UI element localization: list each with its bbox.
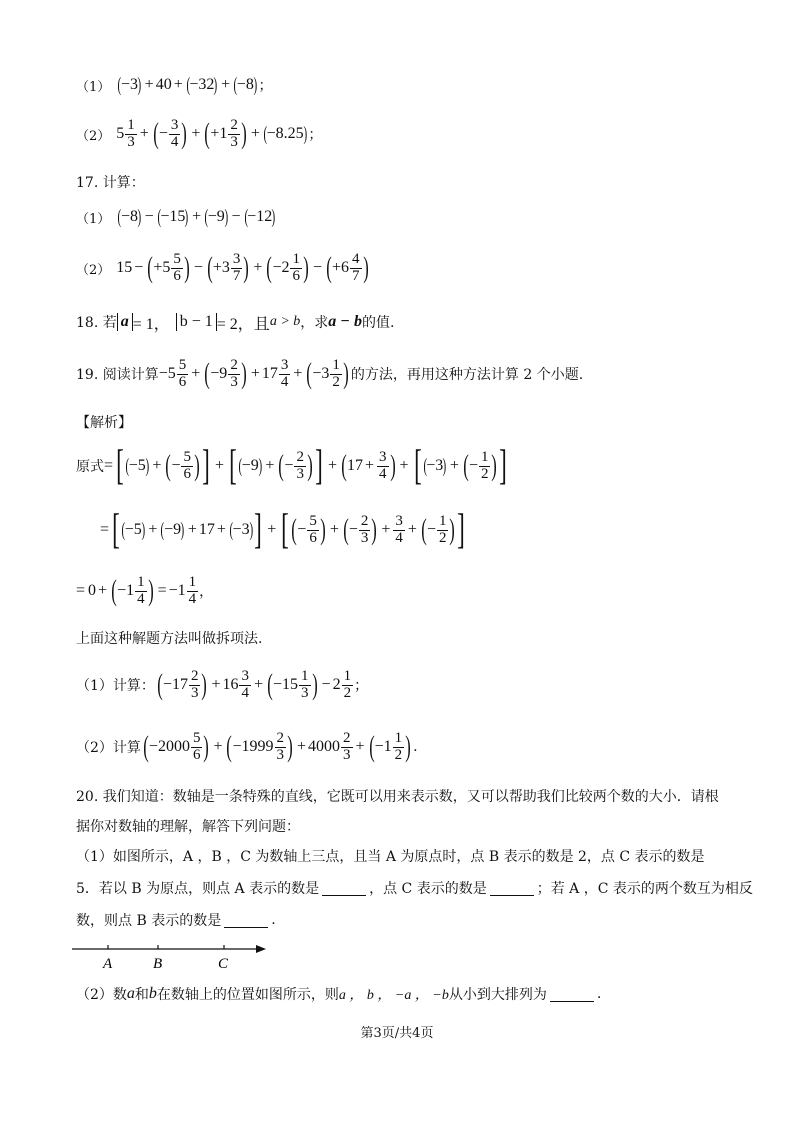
q17-p1-n3: ( −9 (207, 208, 225, 225)
q19-e1: $\frac{5}{6}$ (178, 356, 187, 390)
q18-prefix: 18. 若 (76, 315, 117, 331)
q19-p1-label: （1）计算： (76, 678, 155, 694)
q19-s2-e: $\frac{5}{6}$ (309, 512, 317, 546)
q18-abs-a: a (117, 313, 133, 331)
q19-p1-t3: $\frac{1}{3}$ (301, 667, 309, 701)
q20-line5-a: 数，则点 B 表示的数是 (76, 913, 222, 929)
q19-orig: 原式 (76, 459, 104, 475)
q19-p2-label: （2）计算 (76, 740, 141, 756)
q17-p2-label: （2） (76, 262, 111, 278)
q19-prefix: 19. 阅读计算 (76, 367, 159, 383)
q17-p1-n1: ( −8 (120, 208, 138, 225)
q17-p1-n4: ( −12 (247, 208, 273, 225)
number-line (70, 936, 270, 976)
q18-cond: a > b (269, 314, 301, 329)
q16-p1-n3: ( −32 (189, 76, 215, 93)
q19-e4: $\frac{1}{2}$ (332, 356, 340, 390)
q19-p2-end: . (413, 739, 418, 755)
q18-eq2: = 2，且 (216, 315, 270, 333)
q18 (76, 308, 394, 336)
q16-p1-n1: ( −3 (120, 76, 138, 93)
q20-line4-b: ，点 C 表示的数是 (369, 881, 487, 897)
q18-abs-b: b − 1 (176, 313, 217, 331)
q19-e3: $\frac{3}{4}$ (280, 356, 289, 390)
q20-line4 (76, 878, 753, 898)
number-line-arrow-icon (256, 945, 266, 953)
q19-p1-t1: $\frac{2}{3}$ (190, 667, 199, 701)
q16-part1: （1） ( −3 ) + 40 + ( −32 ) + ( −8 ) ； (76, 70, 273, 100)
q20-line6-a: （2）数 (76, 987, 127, 1003)
q20-line1: 20. 我们知道：数轴是一条特殊的直线，它既可以用来表示数，又可以帮助我们比较两个数的大小．请根 (76, 789, 719, 805)
q20-line5-b: . (271, 912, 276, 928)
q20-blank-a[interactable] (322, 881, 366, 896)
q17-p2-t3: $\frac{1}{6}$ (292, 250, 300, 284)
q16-p2-n4: ( −8.25 (266, 125, 304, 142)
q20-blank-b[interactable] (224, 913, 268, 928)
q16-p2-frac3: $\frac{2}{3}$ (230, 116, 238, 150)
q20-list: a ， b ， −a ， −b (338, 988, 449, 1003)
q17-p2-t4: $\frac{4}{7}$ (352, 250, 360, 284)
q19-s3-f: $\frac{1}{4}$ (137, 573, 145, 607)
q16-p2-w1: 5 (116, 125, 125, 142)
q19-step1: 原式 = ( [ −5 ) + ( − $\frac{5}{6}$ ) ] + ( [ −9 ) + ( − $\frac{2}{3}$ ) ] + ( 17 + $\frac{3}{4}$ ) + ( [ −3 ) + ( − $\frac{1}{2}$ ) ] (76, 440, 510, 492)
q19-step2: = ( [ −5 ) + ( −9 ) + 17 + ( −3 ) ] + ( [ − $\frac{5}{6}$ ) + ( − $\frac{2}{3}$ ) + $\frac{3}{4}$ + ( − $\frac{1}{2}$ ) ] (100, 504, 468, 556)
q20-line6-b: 和 (134, 987, 149, 1003)
q20-var-b: b (148, 985, 157, 1002)
q18-ask: ，求 (300, 315, 329, 331)
page-footer: 第3页/共4页 (360, 1026, 434, 1041)
q19-s2-h: $\frac{1}{2}$ (438, 512, 447, 546)
q19-s1-h: $\frac{1}{2}$ (480, 448, 489, 482)
q16-p1-n2: 40 (155, 76, 172, 93)
q19-part1: （1）计算： ( −17 $\frac{2}{3}$ ) + 16 $\frac{3}{4}$ + ( −15 $\frac{1}{3}$ ) − 2 $\frac{1}{2}$ ； (76, 662, 368, 708)
q19-s1-b: $\frac{5}{6}$ (183, 448, 191, 482)
q20-line2: 据你对数轴的理解，解答下列问题： (76, 819, 300, 835)
axis-label-b: B (153, 956, 163, 972)
q19-p2-t1: $\frac{5}{6}$ (192, 729, 201, 763)
q20-line5 (76, 910, 276, 930)
q17-p1-n2: ( −15 (160, 208, 186, 225)
q19-s3-end: ， (199, 584, 214, 600)
q19-s2-g: $\frac{3}{4}$ (395, 512, 403, 546)
q19-s2-f: $\frac{2}{3}$ (360, 512, 369, 546)
q16-p1-label: （1） (76, 79, 111, 95)
q19-method: 上面这种解题方法叫做拆项法. (76, 631, 263, 647)
q20-line6-c: 在数轴上的位置如图所示，则 (156, 987, 339, 1003)
q19-p2-t3: $\frac{2}{3}$ (343, 729, 351, 763)
q20-line6-d: 从小到大排列为 (448, 987, 547, 1003)
q19-part2: （2）计算 ( −2000 $\frac{5}{6}$ ) + ( −1999 $\frac{2}{3}$ ) + 4000 $\frac{2}{3}$ + ( −1 $\frac{1}{2}$ ) . (76, 724, 418, 770)
q20-line6 (76, 984, 601, 1004)
q20-blank-order[interactable] (550, 987, 594, 1002)
q18-expr: a − b (328, 313, 362, 330)
q17-p1-label: （1） (76, 211, 111, 227)
q20-line4-a: 5．若以 B 为原点，则点 A 表示的数是 (76, 881, 320, 897)
q19-p1-t4: $\frac{1}{2}$ (343, 667, 352, 701)
q19-statement: 19. 阅读计算 −5 $\frac{5}{6}$ + ( −9 $\frac{2}{3}$ ) + 17 $\frac{3}{4}$ + ( −3 $\frac{1}{2}$ ) 的方法，再用这种方法计算 2 个小题. (76, 352, 583, 396)
q17-title: 17. 计算： (76, 175, 145, 191)
q17-part2: （2） 15 − ( +5 $\frac{5}{6}$ ) − ( +3 $\frac{3}{7}$ ) + ( −2 $\frac{1}{6}$ ) − ( +6 $\frac{4}{7}$ ) (76, 246, 371, 290)
q19-s3-r: $\frac{1}{4}$ (188, 573, 197, 607)
q16-p2-frac2: $\frac{3}{4}$ (170, 116, 179, 150)
q19-p2-t4: $\frac{1}{2}$ (394, 729, 403, 763)
q20-line3: （1）如图所示，A ，B ，C 为数轴上三点，且当 A 为原点时，点 B 表示的数是 2，点 C 表示的数是 (76, 849, 705, 865)
q16-p1-end: ； (258, 78, 273, 94)
q19-p2-t2: $\frac{2}{3}$ (276, 729, 285, 763)
q17-p2-t1: $\frac{5}{6}$ (173, 250, 181, 284)
q19-step3: = 0 + ( −1 $\frac{1}{4}$ ) = −1 $\frac{1}{4}$ ， (76, 568, 213, 614)
q16-p1-n4: ( −8 (236, 76, 254, 93)
q20-line4-c: ；若 A ，C 表示的两个数互为相反 (536, 881, 753, 897)
q19-analysis-heading: 【解析】 (76, 415, 132, 431)
q16-part2: （2） 5 $\frac{1}{3}$ + ( − $\frac{3}{4}$ ) + ( +1 $\frac{2}{3}$ ) + ( −8.25 ) ； (76, 112, 322, 156)
q16-p2-label: （2） (76, 128, 111, 144)
q16-p2-end: ； (308, 127, 323, 143)
q19-suffix: 的方法，再用这种方法计算 2 个小题. (350, 367, 584, 383)
q18-suffix: 的值. (361, 315, 395, 331)
q19-s1-f: $\frac{3}{4}$ (379, 448, 387, 482)
q20-blank-c[interactable] (490, 881, 534, 896)
q17-part1: （1） ( −8 ) − ( −15 ) + ( −9 ) − ( −12 ) (76, 202, 277, 232)
axis-label-a: A (103, 956, 113, 972)
q19-s1-d: $\frac{2}{3}$ (296, 448, 304, 482)
q16-p2-frac1: $\frac{1}{3}$ (127, 116, 135, 150)
axis-label-c: C (218, 956, 229, 972)
q17-p2-t2: $\frac{3}{7}$ (232, 250, 241, 284)
q19-p1-t2: $\frac{3}{4}$ (241, 667, 249, 701)
q19-p1-end: ； (354, 678, 369, 694)
q17-p2-n0: 15 (116, 259, 133, 276)
q18-eq1: = 1， (132, 315, 170, 333)
q20-var-a: a (126, 985, 135, 1002)
q19-e2: $\frac{2}{3}$ (230, 356, 238, 390)
q20-line6-e: . (596, 986, 602, 1002)
